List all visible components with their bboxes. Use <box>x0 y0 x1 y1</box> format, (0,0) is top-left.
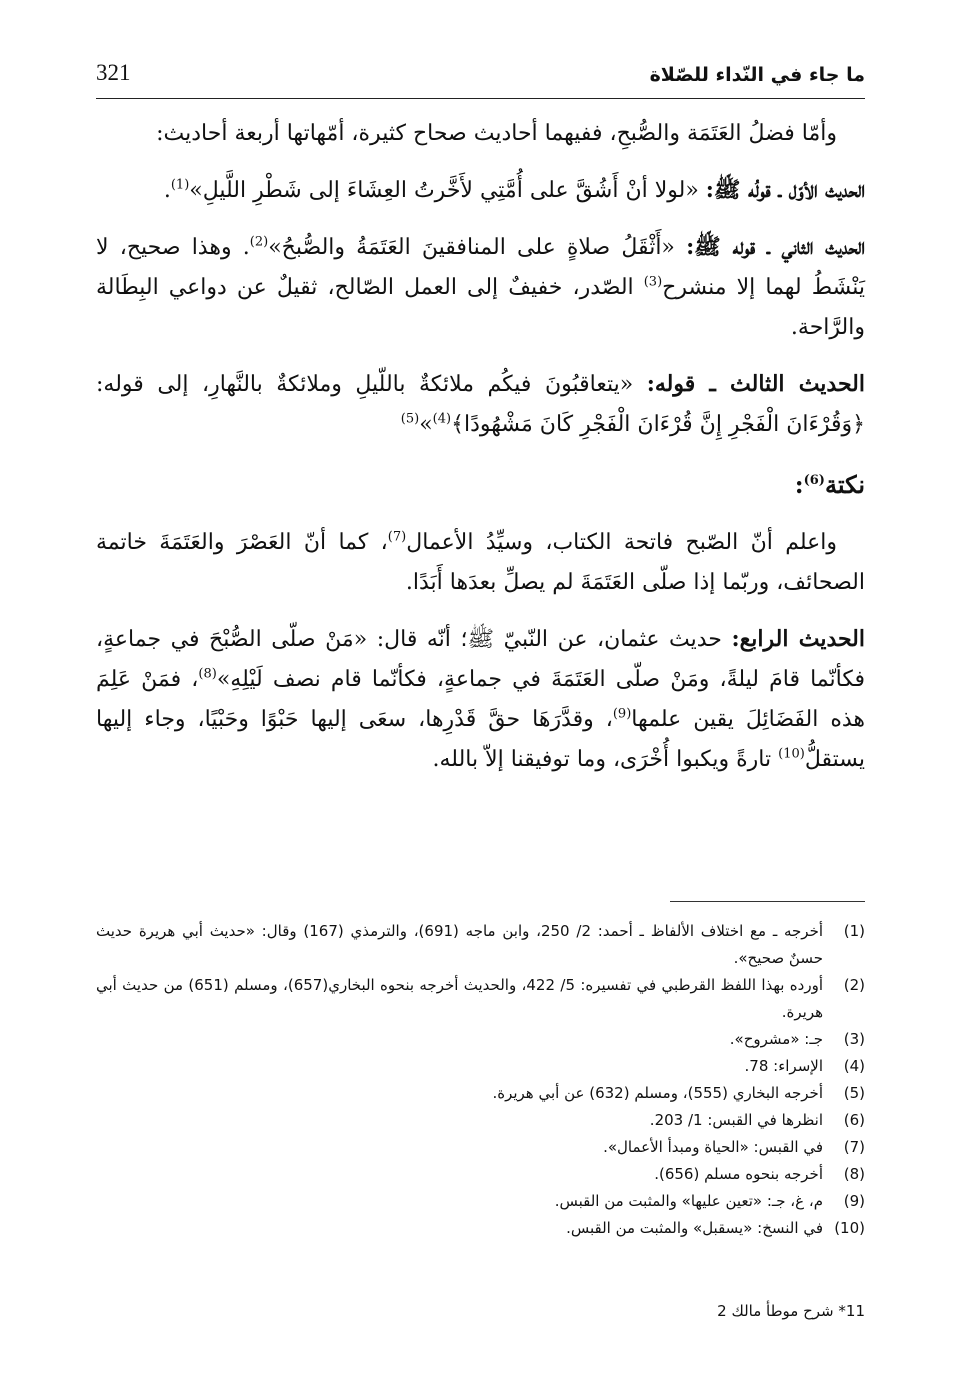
hadith-3 <box>96 364 865 445</box>
footnote-item <box>96 1215 865 1242</box>
printer-signature: 11* شرح موطأ مالك 2 <box>717 1302 865 1320</box>
footnote-text: أخرجه البخاري (555)، ومسلم (632) عن أبي هريرة. <box>492 1084 823 1102</box>
footnote-text: م، غ، جـ: «تعين عليها» والمثبت من القبس. <box>554 1192 823 1210</box>
hadith-2-mid: . وهذا صحيح، لا يَنْشَطُ لهما إلا منشرح <box>96 235 865 300</box>
paragraph-nukta <box>96 523 865 603</box>
hadith-2 <box>96 227 865 348</box>
footnote-number: (6) <box>843 1111 865 1129</box>
footnote-number: (2) <box>843 976 865 994</box>
footnote-item <box>96 1107 865 1134</box>
nukta-label: نكتة <box>824 470 865 499</box>
nukta-heading <box>96 465 865 505</box>
hadith-1-text: «لولا أنْ أَشُقَّ على أُمَّتِي لأَخَّرتُ العِشَاءَ إلى شَطْرِ اللَّيلِ» <box>189 178 699 203</box>
footnote-number: (9) <box>843 1192 865 1210</box>
footnote-item <box>96 1188 865 1215</box>
hadith-3-text: «يتعاقبُونَ فيكُم ملائكةٌ باللّيلِ وملائكةٌ بالنَّهارِ، إلى قوله: ﴿وَقُرْءَانَ الْفَجْرِ إِنَّ قُرْءَانَ الْفَجْرِ كَانَ مَشْهُودًا﴾ <box>96 372 865 437</box>
hadith-4 <box>96 619 865 780</box>
footnote-item <box>96 1026 865 1053</box>
footnote-number: (3) <box>843 1030 865 1048</box>
footnote-ref-9[interactable]: (9) <box>612 706 632 722</box>
footnote-ref-8[interactable]: (8) <box>198 666 217 682</box>
hadith-1-lead: الحديث الأوّل ـ قولُه ﷺ: <box>705 177 865 203</box>
hadith-4-text-d: تارةً ويكبوا أُخْرَى، وما توفيقنا إلاّ بالله. <box>432 747 779 772</box>
hadith-3-close: » <box>419 412 433 437</box>
hadith-1 <box>96 170 865 211</box>
main-text <box>96 114 865 796</box>
page-header <box>96 60 865 99</box>
hadith-4-lead: الحديث الرابع: <box>731 626 866 652</box>
footnote-ref-1[interactable]: (1) <box>170 177 190 193</box>
footnote-text: أخرجه ـ مع اختلاف الألفاظ ـ أحمد: 2/ 250، وابن ماجه (691)، والترمذي (167) وقال: «حديث أبي هريرة حديث حسنٌ صحيح». <box>96 922 824 967</box>
footnote-ref-3[interactable]: (3) <box>643 274 663 290</box>
paragraph-intro: وأمّا فضلُ العَتَمَة والصُّبحِ، ففيهما أحاديث صحاح كثيرة، أمّهاتها أربعة أحاديث: <box>156 121 837 146</box>
footnote-text: في القبس: «الحياة ومبدأ الأعمال». <box>603 1138 823 1156</box>
footnote-item <box>96 1080 865 1107</box>
footnote-text: انظرها في القبس: 1/ 203. <box>649 1111 823 1129</box>
nukta-colon: : <box>794 470 804 499</box>
footnote-ref-2[interactable]: (2) <box>249 234 269 250</box>
footnotes <box>96 918 865 1242</box>
footnote-ref-6[interactable]: (6) <box>803 473 825 488</box>
nukta-text-a: واعلم أنّ الصّبح فاتحة الكتاب، وسيِّدُ الأعمال <box>406 530 837 555</box>
hadith-2-rest: الصّدر، خفيفٌ إلى العمل الصّالح، ثقيلٌ عن دواعي البِطَالة والرَّاحة. <box>96 275 865 340</box>
footnote-divider <box>670 901 865 902</box>
footnote-ref-5[interactable]: (5) <box>400 411 420 427</box>
footnote-item <box>96 972 865 1026</box>
footnote-text: في النسخ: «يسقبل» والمثبت من القبس. <box>566 1219 823 1237</box>
footnote-number: (4) <box>843 1057 865 1075</box>
footnote-number: (5) <box>843 1084 865 1102</box>
footnote-text: أورده بهذا اللفظ القرطبي في تفسيره: 5/ 422، والحديث أخرجه بنحوه البخاري(657)، ومسلم (651) من حديث أبي هريرة. <box>96 976 823 1021</box>
footnote-text: جـ: «مشروح». <box>729 1030 823 1048</box>
hadith-2-lead: الحديث الثاني ـ قوله ﷺ: <box>686 234 865 260</box>
page-number: 321 <box>96 60 131 85</box>
footnote-item <box>96 1161 865 1188</box>
hadith-1-end: . <box>163 178 171 203</box>
hadith-4-text-c: ، وقدَّرَهَا حقَّ قَدْرِها، سعَى إليها حَبْوًا وحَبْيًا، وجاء إليها يستقلُّ <box>96 707 865 772</box>
footnote-text: الإسراء: 78. <box>744 1057 823 1075</box>
hadith-2-text: «أَثْقَلُ صلاةٍ على المنافقينَ العَتَمَةُ والصُّبحُ» <box>268 235 675 260</box>
footnote-number: (1) <box>843 922 865 940</box>
footnote-number: (8) <box>843 1165 865 1183</box>
footnote-ref-10[interactable]: (10) <box>778 746 805 762</box>
footnote-ref-7[interactable]: (7) <box>387 529 407 545</box>
footnote-number: (10) <box>834 1219 865 1237</box>
hadith-4-text-b: ، فمَنْ عَلِمَ هذه الفَضَائِلَ يقين علمها <box>96 667 865 732</box>
hadith-3-lead: الحديث الثالث ـ قوله: <box>646 371 865 397</box>
footnote-item <box>96 1053 865 1080</box>
footnote-ref-4[interactable]: (4) <box>432 411 452 427</box>
footnote-item <box>96 1134 865 1161</box>
footnote-number: (7) <box>843 1138 865 1156</box>
footnote-item <box>96 918 865 972</box>
running-title: ما جاء في النّداء للصّلاة <box>649 64 865 86</box>
nukta-text-b: ، كما أنّ العَصْرَ والعَتَمَةَ خاتمة الصحائف، وربّما إذا صلّى العَتَمَةَ لم يصلِّ بعدَها أَبَدًا. <box>96 530 865 595</box>
footnote-text: أخرجه بنحوه مسلم (656). <box>654 1165 823 1183</box>
hadith-4-text-a: حديث عثمان، عن النّبيّ ﷺ؛ أنّه قال: «مَنْ صلّى الصُّبْحَ في جماعةٍ، فكأنّما قامَ ليلةً، ومَنْ صلّى العَتَمَةَ في جماعةٍ، فكأنّما قام نصف لَيْلِهِ» <box>96 627 866 692</box>
